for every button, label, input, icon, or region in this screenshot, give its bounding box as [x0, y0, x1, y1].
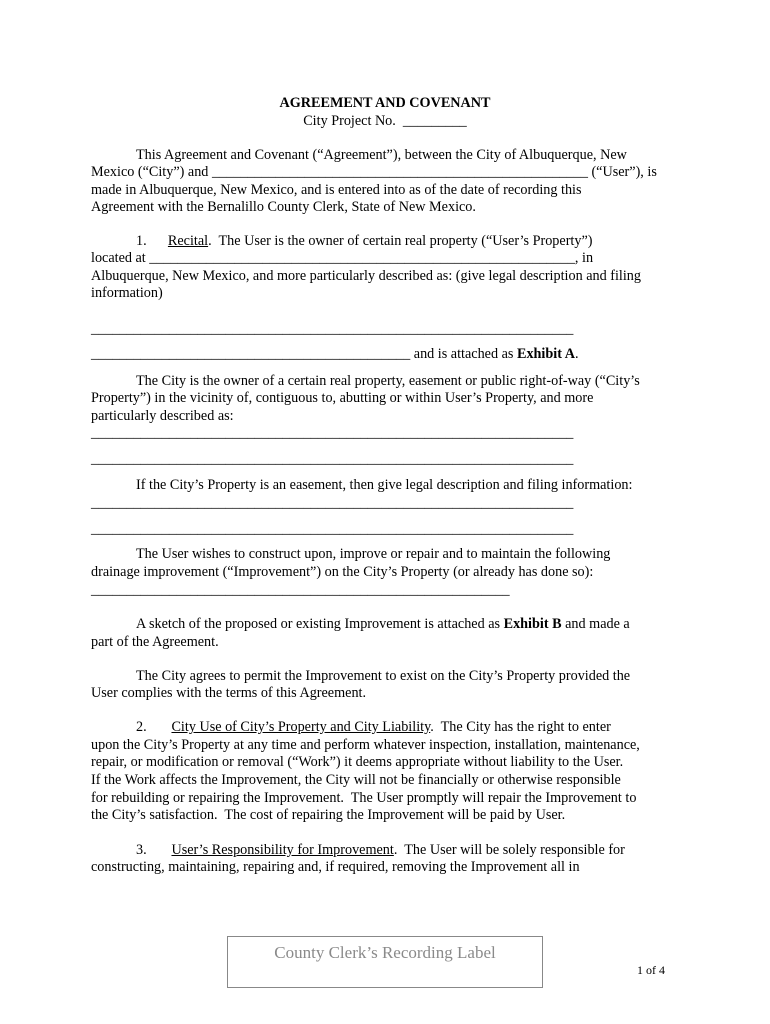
- section-2-first-line: [136, 719, 611, 736]
- city-property-line-2: Property”) in the vicinity of, contiguous to, abutting or within User’s Property, and more: [91, 390, 594, 406]
- section-3-first-line: [136, 842, 625, 859]
- section-3-text: . The User will be solely responsible for: [393, 842, 625, 858]
- construct-line-1: The User wishes to construct upon, improve or repair and to maintain the following: [136, 546, 611, 562]
- document-title: AGREEMENT AND COVENANT: [279, 95, 491, 111]
- section-1-line-4: information): [91, 285, 163, 301]
- intro-line-2: Mexico (“City”) and _____________________________________________________ (“User”), is: [91, 164, 657, 180]
- project-number-blank: _________: [402, 113, 467, 129]
- exhibit-b-label: Exhibit B: [503, 616, 562, 632]
- city-property-blank-2: ____________________________________________________________________: [91, 451, 574, 467]
- intro-line-1: This Agreement and Covenant (“Agreement”), between the City of Albuquerque, New: [136, 147, 627, 163]
- sketch-line-1: [136, 616, 630, 633]
- section-2-heading: City Use of City’s Property and City Liability: [171, 719, 431, 735]
- section-2-line-6: the City’s satisfaction. The cost of repairing the Improvement will be paid by User.: [91, 807, 566, 823]
- section-1-line-2: located at ____________________________________________________________, in: [91, 250, 594, 266]
- section-3-number: 3.: [136, 842, 147, 858]
- legal-description-blank-2: _____________________________________________: [91, 346, 411, 362]
- legal-description-blank-1: ____________________________________________________________________: [91, 321, 574, 337]
- easement-blank-1: ____________________________________________________________________: [91, 495, 574, 511]
- easement-blank-2: ____________________________________________________________________: [91, 521, 574, 537]
- section-2-line-5: for rebuilding or repairing the Improvement. The User promptly will repair the Improvement to: [91, 790, 637, 806]
- city-property-line-1: The City is the owner of a certain real property, easement or public right-of-way (“City’s: [136, 373, 640, 389]
- permit-line-2: User complies with the terms of this Agreement.: [91, 685, 367, 701]
- section-1-text: . The User is the owner of certain real property (“User’s Property”): [208, 233, 593, 249]
- exhibit-a-pre: and is attached as: [410, 346, 517, 362]
- section-1-first-line: [136, 233, 592, 250]
- city-property-line-3: particularly described as:: [91, 408, 234, 424]
- project-number-line: [0, 113, 770, 130]
- section-3-heading: User’s Responsibility for Improvement: [171, 842, 394, 858]
- section-1-number: 1.: [136, 233, 147, 249]
- section-1-heading: Recital: [167, 233, 209, 249]
- city-property-blank-1: ____________________________________________________________________: [91, 425, 574, 441]
- section-3-line-2: constructing, maintaining, repairing and, if required, removing the Improvement all in: [91, 859, 580, 875]
- intro-line-4: Agreement with the Bernalillo County Clerk, State of New Mexico.: [91, 199, 476, 215]
- section-2-line-4: If the Work affects the Improvement, the City will not be financially or otherwise responsible: [91, 772, 621, 788]
- exhibit-a-line: [91, 346, 579, 363]
- recording-label-text: County Clerk’s Recording Label: [274, 943, 496, 962]
- recording-label-box: [227, 936, 543, 988]
- improvement-blank: ___________________________________________________________: [91, 582, 510, 598]
- section-2-line-3: repair, or modification or removal (“Work”) it deems appropriate without liability to the User.: [91, 754, 624, 770]
- exhibit-a-post: .: [574, 346, 579, 362]
- sketch-pre: A sketch of the proposed or existing Improvement is attached as: [136, 616, 504, 632]
- sketch-line-2: part of the Agreement.: [91, 634, 219, 650]
- section-2-number: 2.: [136, 719, 147, 735]
- sketch-post: and made a: [561, 616, 630, 632]
- permit-line-1: The City agrees to permit the Improvement to exist on the City’s Property provided the: [136, 668, 631, 684]
- section-1-line-3: Albuquerque, New Mexico, and more particularly described as: (give legal description and filing: [91, 268, 641, 284]
- section-2-line-2: upon the City’s Property at any time and perform whatever inspection, installation, maintenance,: [91, 737, 640, 753]
- project-label: City Project No.: [303, 113, 396, 129]
- easement-line: If the City’s Property is an easement, then give legal description and filing information:: [136, 477, 633, 493]
- exhibit-a-label: Exhibit A: [516, 346, 575, 362]
- construct-line-2: drainage improvement (“Improvement”) on the City’s Property (or already has done so):: [91, 564, 594, 580]
- section-2-text: . The City has the right to enter: [430, 719, 611, 735]
- intro-line-3: made in Albuquerque, New Mexico, and is entered into as of the date of recording this: [91, 182, 582, 198]
- page-number: 1 of 4: [637, 963, 665, 977]
